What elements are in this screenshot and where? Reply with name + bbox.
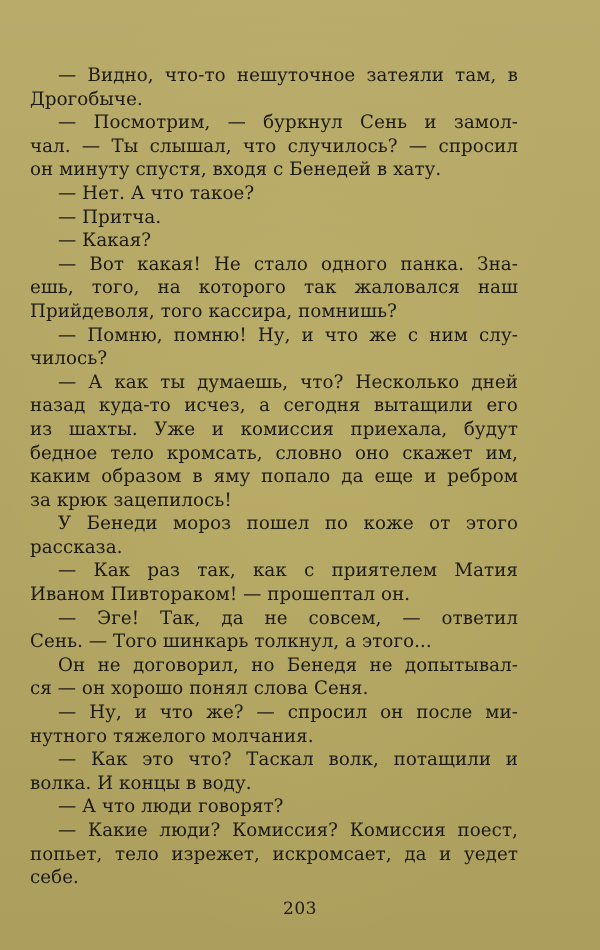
text-line: — Какие люди? Комиссия? Комиссия поест, [58, 820, 518, 841]
text-line: Иваном Пивтораком! — прошептал он. [30, 584, 411, 606]
text-line: — Вот какая! Не стало одного панка. Зна- [58, 253, 518, 275]
text-line: — Помню, помню! Ну, и что же с ним слу- [58, 324, 518, 346]
text-line: за крюк зацепилось! [30, 489, 232, 511]
text-line: из шахты. Уже и комиссия приехала, будут [30, 418, 518, 440]
text-line: каким образом в яму попало да еще и ребром [30, 466, 518, 488]
text-line: — А как ты думаешь, что? Несколько дней [58, 371, 518, 393]
text-line: — Как это что? Таскал волк, потащили и [58, 749, 518, 771]
text-line: У Бенеди мороз пошел по коже от этого [58, 513, 518, 535]
text-line: Сень. — Того шинкарь толкнул, а этого... [30, 631, 432, 653]
text-line: — Ну, и что же? — спросил он после ми- [58, 702, 518, 724]
text-line: рассказа. [30, 536, 123, 558]
text-line: — Как раз так, как с приятелем Матия [58, 560, 518, 582]
text-line: чал. — Ты слышал, что случилось? — спросил [30, 135, 518, 157]
body-text [30, 64, 518, 890]
text-line: ешь, того, на которого так жаловался наш [30, 277, 518, 299]
text-line: нутного тяжелого молчания. [30, 725, 314, 747]
text-line: себе. [30, 867, 79, 889]
text-line: волка. И концы в воду. [30, 772, 252, 794]
text-line: — Видно, что-то нешуточное затеяли там, в [58, 65, 518, 86]
text-line: Дрогобыче. [30, 88, 143, 110]
text-line: он минуту спустя, входя с Бенедей в хату. [30, 159, 442, 181]
text-line: бедное тело кромсать, словно оно скажет им, [30, 442, 518, 464]
text-line: попьет, тело изрежет, искромсает, да и уедет [30, 843, 518, 865]
text-line: — Какая? [58, 230, 152, 252]
text-line: — Нет. А что такое? [58, 182, 255, 204]
text-line: Он не договорил, но Бенедя не допытывал- [58, 654, 518, 676]
text-line: назад куда-то исчез, а сегодня вытащили его [30, 395, 518, 417]
text-line: ся — он хорошо понял слова Сеня. [30, 678, 369, 700]
text-line: — А что люди говорят? [58, 796, 284, 818]
text-line: — Эге! Так, да не совсем, — ответил [58, 607, 518, 629]
text-line: Прийдеволя, того кассира, помнишь? [30, 300, 397, 322]
page-number: 203 [283, 899, 317, 919]
text-line: чилось? [30, 348, 108, 370]
text-line: — Притча. [58, 206, 162, 228]
text-line: — Посмотрим, — буркнул Сень и замол- [58, 112, 518, 134]
